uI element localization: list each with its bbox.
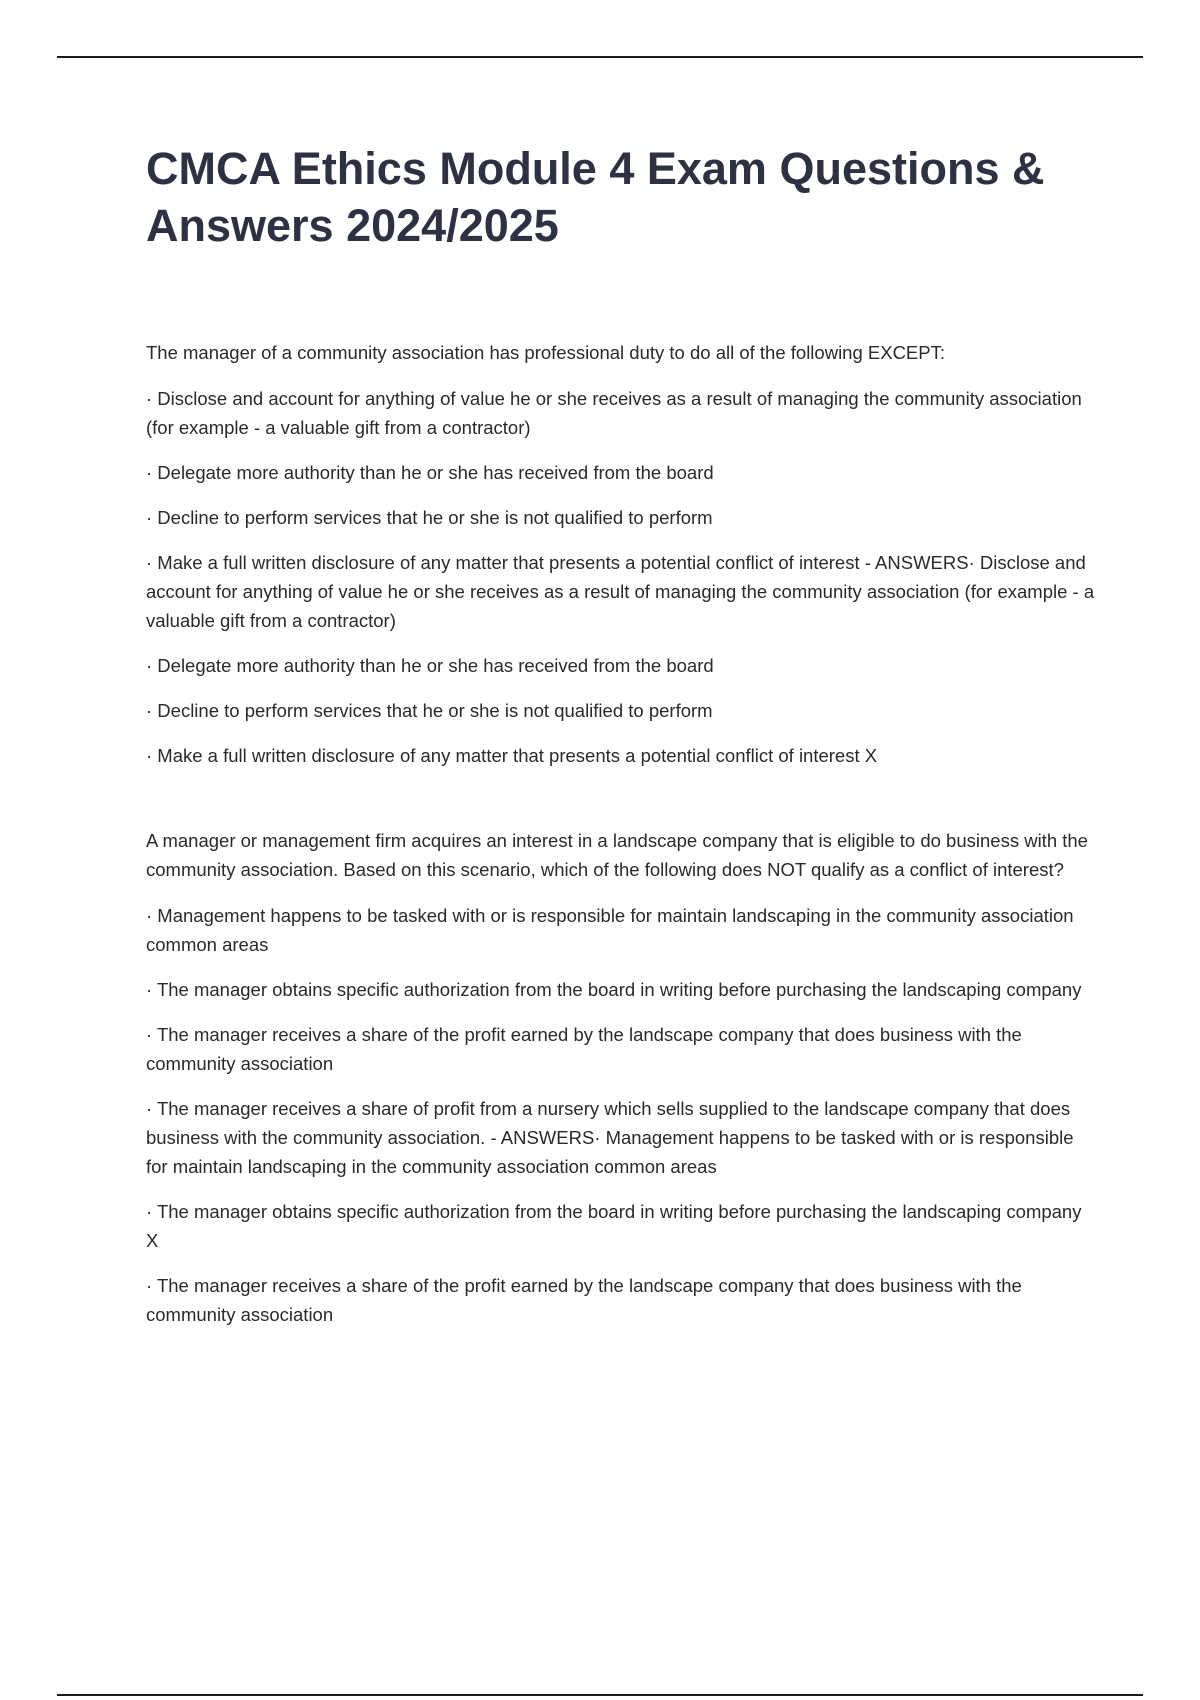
top-divider bbox=[57, 56, 1143, 58]
option-item: · The manager obtains specific authorization from the board in writing before purchasing the landscaping company bbox=[146, 979, 1082, 1000]
option-item: · The manager obtains specific authorization from the board in writing before purchasing the landscaping company X bbox=[146, 1201, 1082, 1251]
question-text: The manager of a community association has professional duty to do all of the following EXCEPT: bbox=[146, 342, 946, 363]
option-item: · Make a full written disclosure of any matter that presents a potential conflict of interest X bbox=[146, 745, 878, 766]
option-item: · The manager receives a share of the profit earned by the landscape company that does business with the community association bbox=[146, 1275, 1022, 1325]
option-item: · Disclose and account for anything of value he or she receives as a result of managing the community association (for example - a valuable gift from a contractor) bbox=[146, 388, 1082, 438]
question-text: A manager or management firm acquires an interest in a landscape company that is eligible to do business with the community association. Based on this scenario, which of the following does NOT qualify as a conflict of interest? bbox=[146, 830, 1088, 880]
question-list bbox=[146, 338, 1096, 1329]
option-item-with-answer: · The manager receives a share of profit from a nursery which sells supplied to the landscape company that does business with the community association. - ANSWERS· Management happens to be tasked with or is responsible for maintain landscaping in the community association common areas bbox=[146, 1098, 1074, 1177]
option-item: · Management happens to be tasked with or is responsible for maintain landscaping in the community association common areas bbox=[146, 905, 1074, 955]
document-body bbox=[146, 140, 1096, 1329]
option-item: · Delegate more authority than he or she has received from the board bbox=[146, 462, 714, 483]
option-item: · Delegate more authority than he or she has received from the board bbox=[146, 655, 714, 676]
option-item: · Decline to perform services that he or she is not qualified to perform bbox=[146, 700, 713, 721]
bottom-divider bbox=[57, 1694, 1143, 1696]
option-item: · Decline to perform services that he or she is not qualified to perform bbox=[146, 507, 713, 528]
question-2 bbox=[146, 826, 1096, 1329]
option-item: · The manager receives a share of the profit earned by the landscape company that does business with the community association bbox=[146, 1024, 1022, 1074]
option-item-with-answer: · Make a full written disclosure of any matter that presents a potential conflict of interest - ANSWERS· Disclose and account for anything of value he or she receives as a result of managing the community association (for example - a valuable gift from a contractor) bbox=[146, 552, 1095, 631]
page-title: CMCA Ethics Module 4 Exam Questions & Answers 2024/2025 bbox=[146, 143, 1045, 251]
question-1 bbox=[146, 338, 1096, 770]
